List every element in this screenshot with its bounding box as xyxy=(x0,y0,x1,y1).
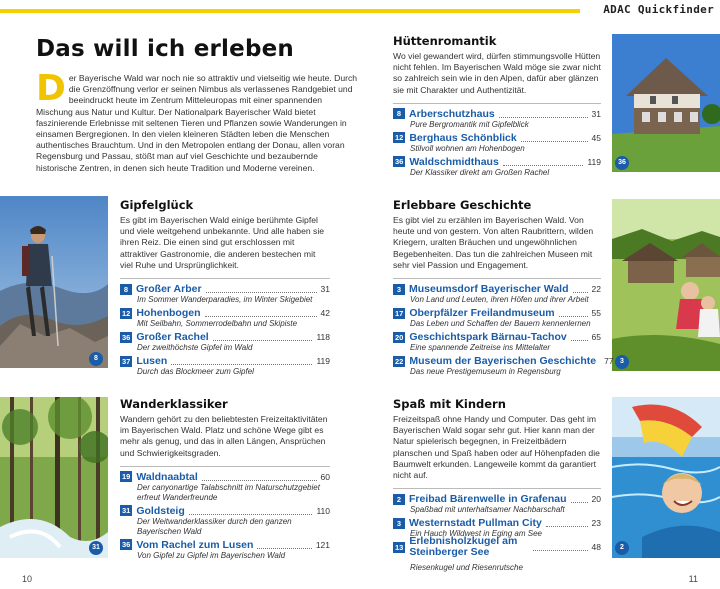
dot-leader xyxy=(559,309,588,317)
photo-badge: 36 xyxy=(615,156,629,170)
section-huettenromantik xyxy=(393,34,601,180)
entry-name[interactable]: Großer Arber xyxy=(136,283,202,296)
entry-name[interactable]: Erlebnisholzkugel am Steinberger See xyxy=(409,535,518,559)
entry-desc: Der Weitwanderklassiker durch den ganzen Bayerischen Wald xyxy=(137,516,292,536)
list-item[interactable] xyxy=(393,355,614,377)
page-ref: 119 xyxy=(587,156,601,167)
page-ref: 121 xyxy=(315,539,330,550)
section-body: Wandern gehört zu den beliebtesten Freizeitaktivitäten im Bayerischen Wald. Platz und schöne Wege gibt es mehr als genug, und das in allen Längen, Ansprüchen und Schwierigkeitsgraden. xyxy=(120,414,328,458)
page-number-right: 11 xyxy=(688,574,698,584)
list-item[interactable] xyxy=(120,471,330,503)
hiker-image xyxy=(0,196,108,368)
section-body: Freizeitspaß ohne Handy und Computer. Das geht im Bayerischen Wald sogar sehr gut. Hier kann man der Natur spielerisch begegnen, in Freizeitbädern planschen und Spaß haben oder auf Höhenpfaden die Baumwelt erkunden. Langeweile kommt da garantiert nicht auf. xyxy=(393,414,600,481)
list-item[interactable] xyxy=(120,331,330,353)
number-badge: 2 xyxy=(393,494,405,505)
section-title: Hüttenromantik xyxy=(393,34,497,48)
section-erlebbare-geschichte xyxy=(393,198,614,379)
dot-leader xyxy=(257,541,311,549)
section-title: Wanderklassiker xyxy=(120,397,228,411)
section-title: Erlebbare Geschichte xyxy=(393,198,532,212)
entry-desc: Von Gipfel zu Gipfel im Bayerischen Wald xyxy=(137,550,286,560)
dot-leader xyxy=(205,309,317,317)
page-ref: 23 xyxy=(591,518,601,529)
entry-name[interactable]: Vom Rachel zum Lusen xyxy=(136,538,254,551)
section-body: Es gibt viel zu erzählen im Bayerischen Wald. Von heute und von gestern. Von alten Raubrittern, wilden Kriegern, uralten Bräuchen und ungewöhnlichen Begebenheiten. Das tun die zahlreichen Museen mit sehr viel Passion und Engagement. xyxy=(393,215,594,270)
entry-desc: Eine spannende Zeitreise ins Mittelalter xyxy=(410,343,551,353)
page-ref: 31 xyxy=(591,108,601,119)
number-badge: 8 xyxy=(120,284,132,295)
number-badge: 8 xyxy=(393,108,405,119)
page-ref: 77 xyxy=(604,356,614,367)
dot-leader xyxy=(521,134,588,142)
entry-desc: Der Klassiker direkt am Großen Rachel xyxy=(410,167,550,177)
photo-badge: 3 xyxy=(615,355,629,369)
entry-name[interactable]: Geschichtspark Bärnau-Tachov xyxy=(409,331,567,344)
page-ref: 31 xyxy=(320,284,330,295)
list-item[interactable] xyxy=(120,505,330,537)
accent-line xyxy=(0,9,580,13)
dot-leader xyxy=(499,110,588,118)
pool-image xyxy=(612,397,720,558)
photo-mountain-hut xyxy=(612,34,720,172)
number-badge: 36 xyxy=(395,157,404,167)
dot-leader xyxy=(571,495,588,503)
entry-desc: Im Sommer Wanderparadies, im Winter Skigebiet xyxy=(137,295,313,305)
divider xyxy=(393,103,601,104)
photo-hiker-summit xyxy=(0,196,108,368)
entry-desc: Ein Hauch Wildwest in Eging am See xyxy=(410,529,542,539)
section-title: Gipfelglück xyxy=(120,198,194,212)
section-body: Es gibt im Bayerischen Wald einige berühmte Gipfel und viele weitgehend unbekannte. Und alle haben sie ihren Reiz. Die einen sind gut erschlossen mit attraktiver Gastronomie, die anderen bestechen mit viel Ruhe und Ursprünglichkeit. xyxy=(120,215,325,270)
number-badge: 36 xyxy=(122,540,131,550)
entry-name[interactable]: Berghaus Schönblick xyxy=(409,131,517,144)
page-ref: 48 xyxy=(591,542,601,553)
number-badge: 31 xyxy=(122,506,131,516)
divider xyxy=(120,278,330,279)
entry-name[interactable]: Arberschutzhaus xyxy=(409,107,495,120)
section-gipfelglueck xyxy=(120,198,330,379)
number-badge: 36 xyxy=(122,332,131,342)
entry-desc: Das Leben und Schaffen der Bauern kennenlernen xyxy=(410,319,591,329)
entry-desc: Der zweithöchste Gipfel im Wald xyxy=(137,343,253,353)
number-badge: 22 xyxy=(395,356,404,366)
page-ref: 42 xyxy=(320,308,330,319)
brand-label: ADAC Quickfinder xyxy=(603,3,714,16)
village-image xyxy=(612,199,720,371)
entry-desc: Durch das Blockmeer zum Gipfel xyxy=(137,367,254,377)
list-item[interactable] xyxy=(393,535,601,573)
list-item[interactable] xyxy=(393,307,601,329)
dot-leader xyxy=(213,333,313,341)
page-title: Das will ich erleben xyxy=(36,36,294,62)
dot-leader xyxy=(533,543,587,551)
hut-image xyxy=(612,34,720,172)
section-title: Spaß mit Kindern xyxy=(393,397,506,411)
intro-body: er Bayerische Wald war noch nie so attraktiv und vielseitig wie heute. Durch die Grenzöffnung verlor er seinen Nimbus als verlassenes Randgebiet und beeindruckt heute im Zentrum Mitteleuropas mit einer spannenden Mischung aus Natur und Kultur. Der Nationalpark Bayerischer Wald bietet faszinierende Erlebnisse mit seltenen Tieren und Pflanzen sowie Wanderungen in einsamen Bergregionen. In den vielen kleineren Städten leben die Menschen authentisches Brauchtum. Und in den Metropolen entlang der Donau, allen voran Regensburg und Passau, stößt man auf viel Geschichte und bezaubernde historische Zentren, in denen sich heute Tradition und Moderne vereinen. xyxy=(36,73,358,173)
page-ref: 22 xyxy=(591,284,601,295)
entry-name[interactable]: Lusen xyxy=(136,355,168,368)
dot-leader xyxy=(171,357,312,365)
entry-desc: Das neue Prestigemuseum in Regensburg xyxy=(410,367,561,377)
page-ref: 110 xyxy=(316,505,330,516)
dot-leader xyxy=(546,519,588,527)
dot-leader xyxy=(571,333,588,341)
page-ref: 60 xyxy=(320,471,330,482)
page-ref: 55 xyxy=(591,308,601,319)
page-number-left: 10 xyxy=(22,574,33,584)
section-spass-mit-kindern xyxy=(393,397,601,575)
entry-desc: Der canyonartige Talabschnitt im Naturschutzgebiet erfreut Wanderfreunde xyxy=(137,482,320,502)
forest-image xyxy=(0,397,108,558)
entry-name[interactable]: Goldsteig xyxy=(136,504,185,517)
number-badge: 12 xyxy=(122,308,131,318)
dot-leader xyxy=(189,507,313,515)
list-item[interactable] xyxy=(120,307,330,329)
number-badge: 3 xyxy=(393,284,405,295)
dot-leader xyxy=(503,158,584,166)
section-wanderklassiker xyxy=(120,397,330,563)
number-badge: 3 xyxy=(393,518,405,529)
photo-badge: 31 xyxy=(89,541,103,555)
list-item[interactable] xyxy=(120,355,330,377)
list-item[interactable] xyxy=(393,108,601,130)
number-badge: 12 xyxy=(395,133,404,143)
number-badge: 19 xyxy=(122,472,131,482)
list-item[interactable] xyxy=(120,283,330,305)
entry-name[interactable]: Museumsdorf Bayerischer Wald xyxy=(409,283,569,296)
dot-leader xyxy=(206,285,317,293)
entry-name[interactable]: Freibad Bärenwelle in Grafenau xyxy=(409,493,567,506)
list-item[interactable] xyxy=(120,539,330,561)
page-ref: 118 xyxy=(316,332,330,343)
list-item[interactable] xyxy=(393,283,601,305)
entry-name[interactable]: Großer Rachel xyxy=(136,331,209,344)
number-badge: 17 xyxy=(395,308,404,318)
page-ref: 45 xyxy=(591,132,601,143)
list-item[interactable] xyxy=(393,156,601,178)
dot-leader xyxy=(202,473,317,481)
number-badge: 13 xyxy=(395,542,404,552)
top-bar xyxy=(0,0,720,22)
drop-cap: D xyxy=(36,68,66,109)
number-badge: 20 xyxy=(395,332,404,342)
divider xyxy=(393,278,601,279)
list-item[interactable] xyxy=(393,331,601,353)
photo-museum-village xyxy=(612,199,720,371)
entry-desc: Mit Seilbahn, Sommerrodelbahn und Skipiste xyxy=(137,319,298,329)
entry-desc: Riesenkugel und Riesenrutsche xyxy=(410,563,523,573)
photo-forest-stream xyxy=(0,397,108,558)
entry-name[interactable]: Hohenbogen xyxy=(136,307,201,320)
photo-badge: 8 xyxy=(89,352,103,366)
entry-name[interactable]: Waldnaabtal xyxy=(136,470,198,483)
list-item[interactable] xyxy=(393,493,601,515)
dot-leader xyxy=(573,285,588,293)
photo-pool-child xyxy=(612,397,720,558)
divider xyxy=(120,466,330,467)
entry-name[interactable]: Oberpfälzer Freilandmuseum xyxy=(409,307,555,320)
entry-name[interactable]: Museum der Bayerischen Geschichte xyxy=(409,355,597,368)
section-body: Wo viel gewandert wird, dürfen stimmungsvolle Hütten nicht fehlen. Im Bayerischen Wald möge sie zwar nicht so zahlreich sein wie in den Alpen, dafür aber glänzen sie mit Charakter und Authentizität. xyxy=(393,51,601,95)
entry-desc: Stilvoll wohnen am Hohenbogen xyxy=(410,143,525,153)
entry-name[interactable]: Waldschmidthaus xyxy=(409,155,499,168)
page-ref: 20 xyxy=(591,494,601,505)
page-ref: 65 xyxy=(591,332,601,343)
page-ref: 119 xyxy=(316,356,330,367)
entry-name[interactable]: Westernstadt Pullman City xyxy=(409,517,542,530)
entry-desc: Von Land und Leuten, ihren Höfen und ihrer Arbeit xyxy=(410,295,589,305)
entry-desc: Pure Bergromantik mit Gipfelblick xyxy=(410,119,529,129)
entry-desc: Spaßbad mit unterhaltsamer Nachbarschaft xyxy=(410,505,565,515)
list-item[interactable] xyxy=(393,132,601,154)
divider xyxy=(393,488,601,489)
number-badge: 37 xyxy=(122,356,131,366)
photo-badge: 2 xyxy=(615,541,629,555)
intro-text xyxy=(36,68,358,174)
